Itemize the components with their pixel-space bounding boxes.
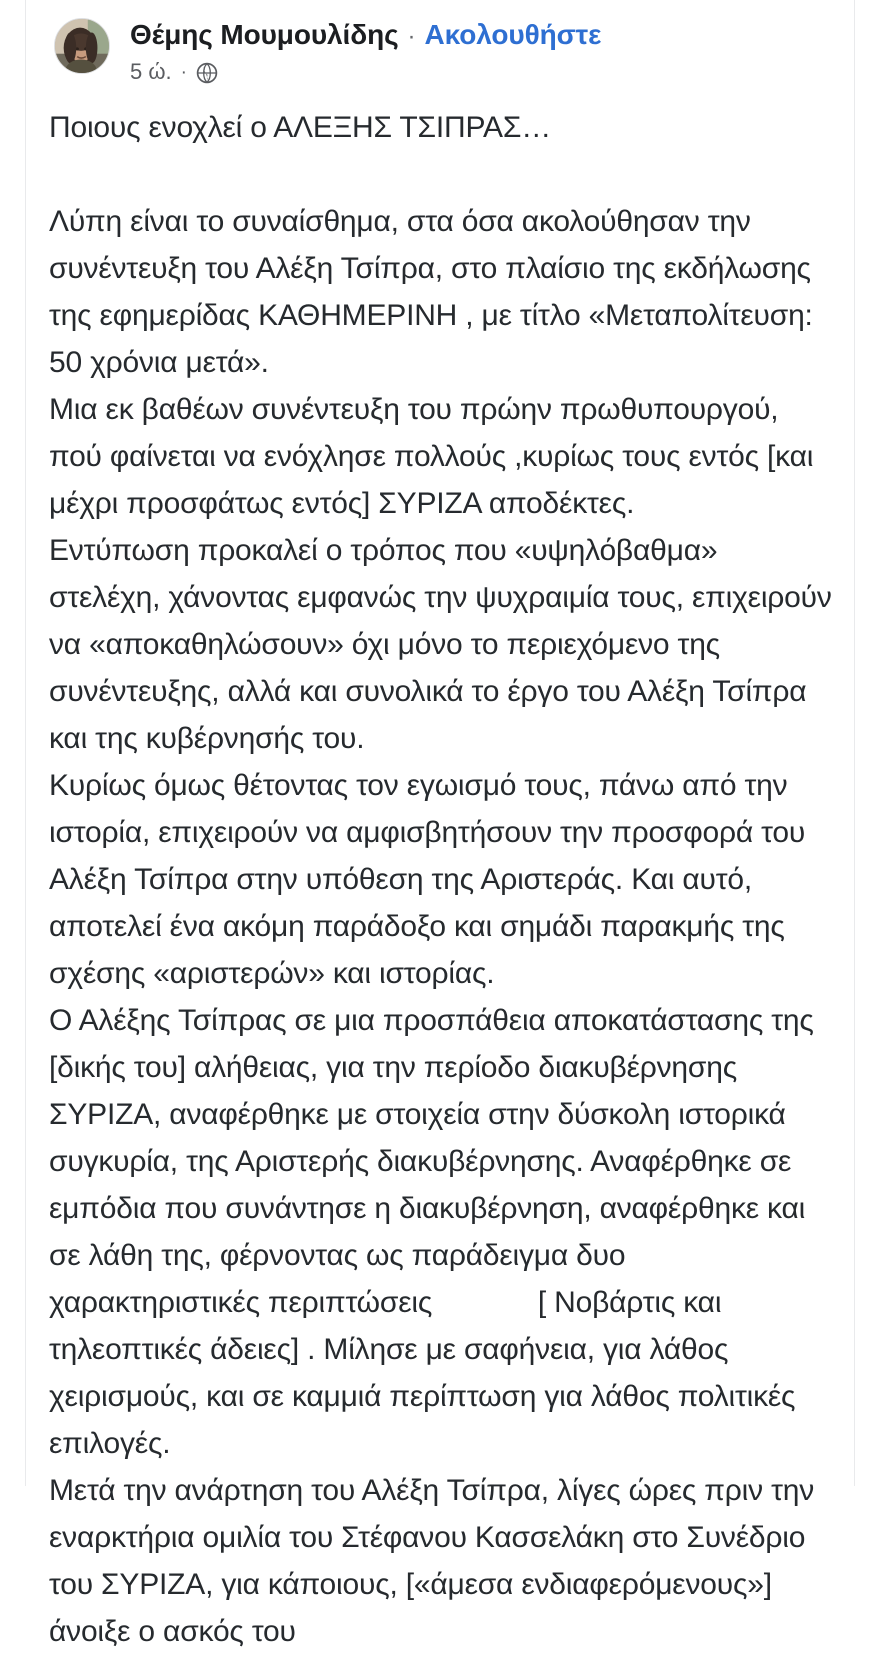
- post-paragraph-2: Μια εκ βαθέων συνέντευξη του πρώην πρωθυπουργού, πού φαίνεται να ενόχλησε πολλούς ,κυρίως τους εντός [και μέχρι προσφάτως εντός] ΣΥΡΙΖΑ αποδέκτες.: [49, 393, 822, 520]
- post-headline: Ποιους ενοχλεί ο ΑΛΕΞΗΣ ΤΣΙΠΡΑΣ…: [49, 111, 552, 144]
- post-header: [26, 0, 854, 85]
- post-paragraph-6: Μετά την ανάρτηση του Αλέξη Τσίπρα, λίγες ώρες πριν την εναρκτήρια ομιλία του Στέφανου Κασσελάκη στο Συνέδριο του ΣΥΡΙΖΑ, για κάποιους, [«άμεσα ενδιαφερόμενους»] άνοιξε ο ασκός του: [49, 1474, 823, 1648]
- post-timestamp[interactable]: 5 ώ.: [130, 59, 172, 84]
- post-body: [26, 104, 854, 1655]
- post-paragraph-1: Λύπη είναι το συναίσθημα, στα όσα ακολούθησαν την συνέντευξη του Αλέξη Τσίπρα, στο πλαίσιο της εκδήλωσης της εφημερίδας ΚΑΘΗΜΕΡΙΝΗ , με τίτλο «Μεταπολίτευση: 50 χρόνια μετά».: [49, 205, 821, 379]
- post-paragraph-5: Ο Αλέξης Τσίπρας σε μια προσπάθεια αποκατάστασης της [δικής του] αλήθειας, για την περίοδο διακυβέρνησης ΣΥΡΙΖΑ, αναφέρθηκε με στοιχεία στην δύσκολη ιστορικά συγκυρία, της Αριστερής διακυβέρνησης. Αναφέρθηκε σε εμπόδια που συνάντησε η διακυβέρνηση, αναφέρθηκε και σε λάθη της, φέρνοντας ως παράδειγμα δυο χαρακτηριστικές περιπτώσεις [ Νοβάρτις και τηλεοπτικές άδειες] . Μίλησε με σαφήνεια, για λάθος χειρισμούς, και σε καμμιά περίπτωση για λάθος πολιτικές επιλογές.: [49, 1004, 822, 1460]
- globe-icon[interactable]: [196, 62, 218, 84]
- author-name[interactable]: Θέμης Μουμουλίδης: [130, 19, 399, 50]
- author-row: [26, 16, 854, 85]
- name-separator: ·: [407, 23, 416, 50]
- author-text-block: [130, 16, 601, 85]
- meta-separator: ·: [180, 61, 187, 83]
- post-paragraph-4: Κυρίως όμως θέτοντας τον εγωισμό τους, πάνω από την ιστορία, επιχειρούν να αμφισβητήσουν την προσφορά του Αλέξη Τσίπρα στην υπόθεση της Αριστεράς. Και αυτό, αποτελεί ένα ακόμη παράδοξο και σημάδι παρακμής της σχέσης «αριστερών» και ιστορίας.: [49, 769, 812, 990]
- avatar[interactable]: [54, 18, 110, 74]
- author-name-line: [130, 19, 601, 51]
- post-message: [49, 104, 840, 1655]
- follow-button[interactable]: Ακολουθήστε: [424, 19, 602, 50]
- paragraph-gap: [49, 151, 832, 198]
- post-card: [25, 0, 855, 1648]
- post-paragraph-3: Εντύπωση προκαλεί ο τρόπος που «υψηλόβαθμα» στελέχη, χάνοντας εμφανώς την ψυχραιμία τους, επιχειρούν να «αποκαθηλώσουν» όχι μόνο το περιεχόμενο της συνέντευξης, αλλά και συνολικά το έργο του Αλέξη Τσίπρα και της κυβέρνησής του.: [49, 534, 840, 755]
- post-meta-line: [130, 59, 601, 85]
